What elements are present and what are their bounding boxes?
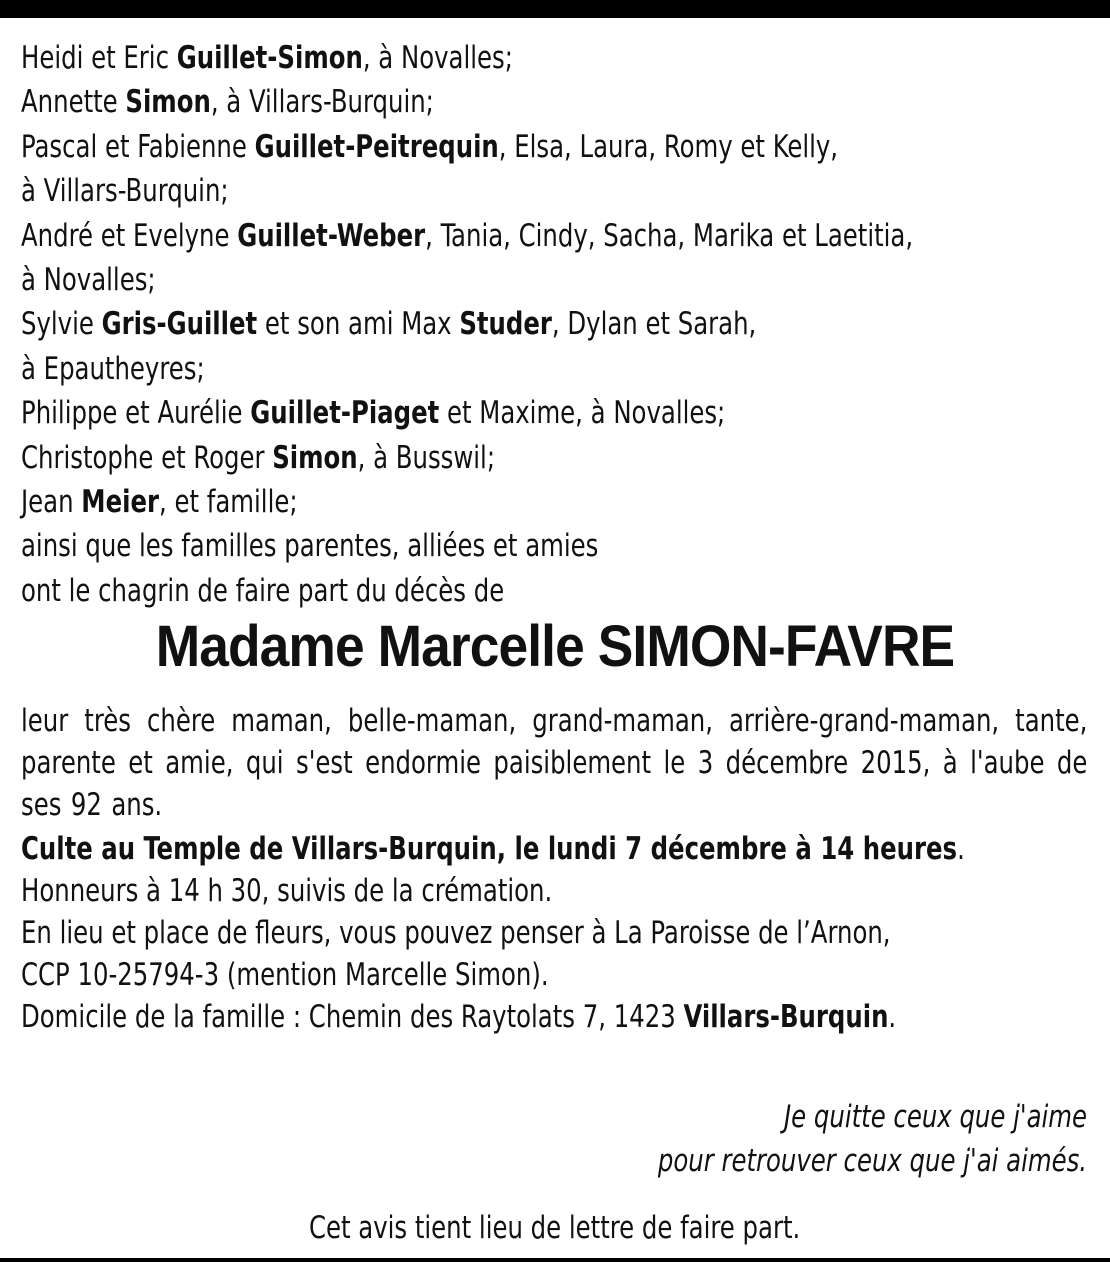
family-surname: Studer [459, 306, 552, 343]
donation-line-2 [21, 954, 1087, 996]
family-surname: Guillet-Simon [176, 40, 363, 76]
family-line [21, 214, 1087, 258]
family-text: , et famille; [159, 484, 298, 521]
family-line [21, 391, 1087, 435]
deceased-name [0, 612, 1110, 682]
family-text: , Tania, Cindy, Sacha, Marika et Laetitia, [425, 217, 914, 254]
family-text: Sylvie [21, 306, 102, 343]
family-surname: Gris-Guillet [101, 306, 258, 343]
family-line [21, 258, 1087, 302]
family-line [21, 480, 1087, 524]
family-line [21, 347, 1087, 391]
family-text: et Maxime, à Novalles; [439, 395, 726, 432]
donation-text-1: En lieu et place de fleurs, vous pouvez penser à La Paroisse de l’Arnon, [21, 915, 891, 951]
family-text: Philippe et Aurélie [21, 395, 251, 432]
family-text: , Elsa, Laura, Romy et Kelly, [498, 128, 839, 165]
family-text: Pascal et Fabienne [21, 128, 255, 165]
family-line [21, 302, 1087, 346]
footer-text: Cet avis tient lieu de lettre de faire part. [309, 1210, 801, 1246]
family-list [21, 36, 1087, 613]
donation-text-2: CCP 10-25794-3 (mention Marcelle Simon). [21, 957, 549, 993]
deceased-name-text: Madame Marcelle SIMON-FAVRE [155, 614, 955, 679]
family-surname: Meier [81, 484, 160, 521]
domicile-wrapper [21, 996, 1087, 1038]
service-wrapper [21, 828, 1087, 870]
footer-note [0, 1206, 1110, 1250]
honours-text: Honneurs à 14 h 30, suivis de la crémation. [21, 873, 553, 909]
family-text: ont le chagrin de faire part du décès de [21, 572, 505, 609]
tribute-paragraph [21, 700, 1087, 826]
family-line [21, 436, 1087, 480]
family-text: , à Villars-Burquin; [210, 84, 434, 121]
family-surname: Simon [125, 84, 211, 121]
tribute-text: leur très chère maman, belle-maman, grand-maman, arrière-grand-maman, tante, parente et amie, qui s'est endormie paisiblement le 3 décembre 2015, à l'aube de ses 92 ans. [21, 703, 1088, 823]
verse-line-1: Je quitte ceux que j'aime [783, 1099, 1087, 1135]
family-surname: Guillet-Weber [237, 217, 426, 254]
family-text: , à Novalles; [362, 40, 513, 76]
domicile-line [21, 996, 1087, 1038]
verse-line-2: pour retrouver ceux que j'ai aimés. [657, 1143, 1087, 1179]
bottom-rule [0, 1258, 1110, 1262]
family-text: à Villars-Burquin; [21, 173, 229, 210]
family-line [21, 569, 1087, 613]
family-line [21, 80, 1087, 124]
service-info: Culte au Temple de Villars-Burquin, le lundi 7 décembre à 14 heures [21, 831, 958, 867]
domicile-town: Villars-Burquin [683, 999, 889, 1035]
family-text: , Dylan et Sarah, [551, 306, 757, 343]
family-text: André et Evelyne [21, 217, 238, 254]
family-surname: Simon [272, 439, 358, 476]
family-surname: Guillet-Piaget [250, 395, 440, 432]
family-text: à Epautheyres; [21, 350, 205, 387]
family-text: , à Busswil; [357, 439, 496, 476]
family-text: Heidi et Eric [21, 40, 177, 76]
family-text: Annette [21, 84, 126, 121]
family-line [21, 524, 1087, 568]
donation-line-1 [21, 912, 1087, 954]
domicile-address: Domicile de la famille : Chemin des Raytolats 7, 1423 [21, 999, 684, 1035]
family-surname: Guillet-Peitrequin [254, 128, 499, 165]
family-line [21, 125, 1087, 169]
family-text: Jean [21, 484, 82, 521]
top-rule [0, 0, 1110, 18]
honours-line [21, 870, 1087, 912]
family-text: à Novalles; [21, 262, 156, 299]
verse [588, 1095, 1087, 1183]
service-end: . [957, 831, 965, 867]
notice-body [21, 700, 1087, 1038]
family-line [21, 36, 1087, 80]
family-text: et son ami Max [257, 306, 460, 343]
family-text: Christophe et Roger [21, 439, 273, 476]
domicile-end: . [888, 999, 897, 1035]
family-text: ainsi que les familles parentes, alliées et amies [21, 528, 599, 565]
service-paragraph [21, 828, 1087, 870]
family-line [21, 169, 1087, 213]
